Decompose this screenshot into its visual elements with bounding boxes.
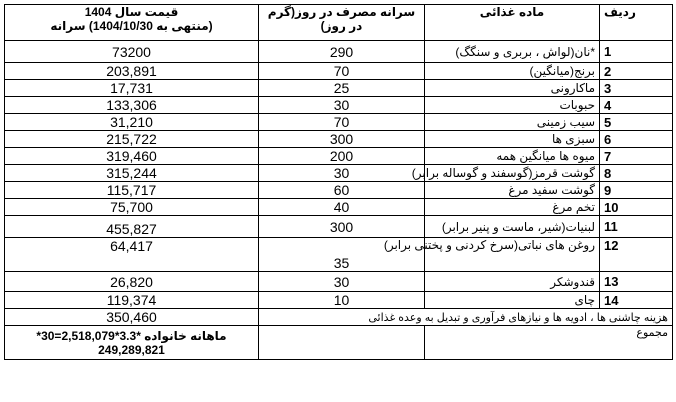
header-food-item: ماده غذائی — [425, 5, 600, 41]
table-row — [5, 63, 673, 80]
table-row — [5, 292, 673, 309]
row-usage: 60 — [259, 182, 425, 199]
row-index: 10 — [600, 199, 673, 216]
row-usage: 200 — [259, 148, 425, 165]
row-price: 26,820 — [5, 272, 259, 292]
row-index: 4 — [600, 97, 673, 114]
row-price: 73200 — [5, 41, 259, 63]
row-index: 2 — [600, 63, 673, 80]
food-price-table — [4, 4, 673, 360]
row-index: 13 — [600, 272, 673, 292]
row-usage: 300 — [259, 216, 425, 238]
row-price: 31,210 — [5, 114, 259, 131]
table-row — [5, 182, 673, 199]
row-food-name: *نان(لواش ، بربری و سنگگ) — [425, 41, 600, 63]
row-price: 17,731 — [5, 80, 259, 97]
row-index: 12 — [600, 238, 673, 272]
row-price: 64,417 — [5, 238, 259, 272]
total-label: مجموع — [425, 326, 673, 360]
row-usage: 25 — [259, 80, 425, 97]
row-price: 115,717 — [5, 182, 259, 199]
row-price: 315,244 — [5, 165, 259, 182]
total-value: 249,289,821 — [98, 342, 165, 357]
row-index: 1 — [600, 41, 673, 63]
row-price: 133,306 — [5, 97, 259, 114]
row-index: 3 — [600, 80, 673, 97]
row-food-name: روغن های نباتی(سرخ کردنی و پختنی برابر) — [425, 238, 600, 272]
extra-cost-row — [5, 309, 673, 326]
row-food-name: سبزی ها — [425, 131, 600, 148]
table-row — [5, 41, 673, 63]
row-food-name: ماکارونی — [425, 80, 600, 97]
extra-cost-label: هزینه چاشنی ها ، ادویه ها و نیازهای فرآوری و تبدیل به وعده غذائی — [259, 309, 673, 326]
table-row — [5, 114, 673, 131]
total-row — [5, 326, 673, 360]
row-index: 11 — [600, 216, 673, 238]
row-usage: 30 — [259, 272, 425, 292]
row-food-name: قندوشکر — [425, 272, 600, 292]
row-food-name: لبنیات(شیر، ماست و پنیر برابر) — [425, 216, 600, 238]
row-price: 455,827 — [5, 216, 259, 238]
table-row — [5, 165, 673, 182]
row-food-name: چای — [425, 292, 600, 309]
row-usage: 40 — [259, 199, 425, 216]
total-formula: ماهانه خانواده *3.3*2,518,079=30* — [36, 328, 227, 343]
row-index: 7 — [600, 148, 673, 165]
row-usage: 10 — [259, 292, 425, 309]
row-food-name: گوشت سفید مرغ — [425, 182, 600, 199]
row-price: 203,891 — [5, 63, 259, 80]
header-price-line1: قیمت سال 1404 — [84, 5, 179, 19]
extra-cost-price: 350,460 — [5, 309, 259, 326]
total-price — [5, 326, 259, 360]
row-price: 119,374 — [5, 292, 259, 309]
row-index: 14 — [600, 292, 673, 309]
header-price — [5, 5, 259, 41]
header-price-line2: (منتهی به 1404/10/30) سرانه — [50, 19, 213, 33]
row-price: 75,700 — [5, 199, 259, 216]
row-index: 8 — [600, 165, 673, 182]
row-usage: 70 — [259, 63, 425, 80]
row-usage: 70 — [259, 114, 425, 131]
row-food-name: برنج(میانگین) — [425, 63, 600, 80]
row-usage: 290 — [259, 41, 425, 63]
row-food-name: گوشت قرمز(گوسفند و گوساله برابر) — [425, 165, 600, 182]
row-index: 5 — [600, 114, 673, 131]
table-row — [5, 131, 673, 148]
row-food-name: تخم مرغ — [425, 199, 600, 216]
row-usage: 300 — [259, 131, 425, 148]
row-index: 9 — [600, 182, 673, 199]
table-row — [5, 148, 673, 165]
header-daily-usage — [259, 5, 425, 41]
row-usage: 35 — [259, 238, 425, 272]
table-row — [5, 97, 673, 114]
row-usage: 30 — [259, 97, 425, 114]
row-index: 6 — [600, 131, 673, 148]
header-usage-line1: سرانه مصرف در روز(گرم — [267, 5, 416, 19]
total-empty-cell — [259, 326, 425, 360]
table-row — [5, 216, 673, 238]
table-row — [5, 80, 673, 97]
row-price: 319,460 — [5, 148, 259, 165]
table-row — [5, 272, 673, 292]
row-food-name: حبوبات — [425, 97, 600, 114]
table-row — [5, 199, 673, 216]
header-usage-line2: در روز) — [320, 19, 363, 33]
header-row — [5, 5, 673, 41]
header-index: ردیف — [600, 5, 673, 41]
row-usage: 30 — [259, 165, 425, 182]
table-row — [5, 238, 673, 272]
row-food-name: میوه ها میانگین همه — [425, 148, 600, 165]
row-price: 215,722 — [5, 131, 259, 148]
row-food-name: سیب زمینی — [425, 114, 600, 131]
